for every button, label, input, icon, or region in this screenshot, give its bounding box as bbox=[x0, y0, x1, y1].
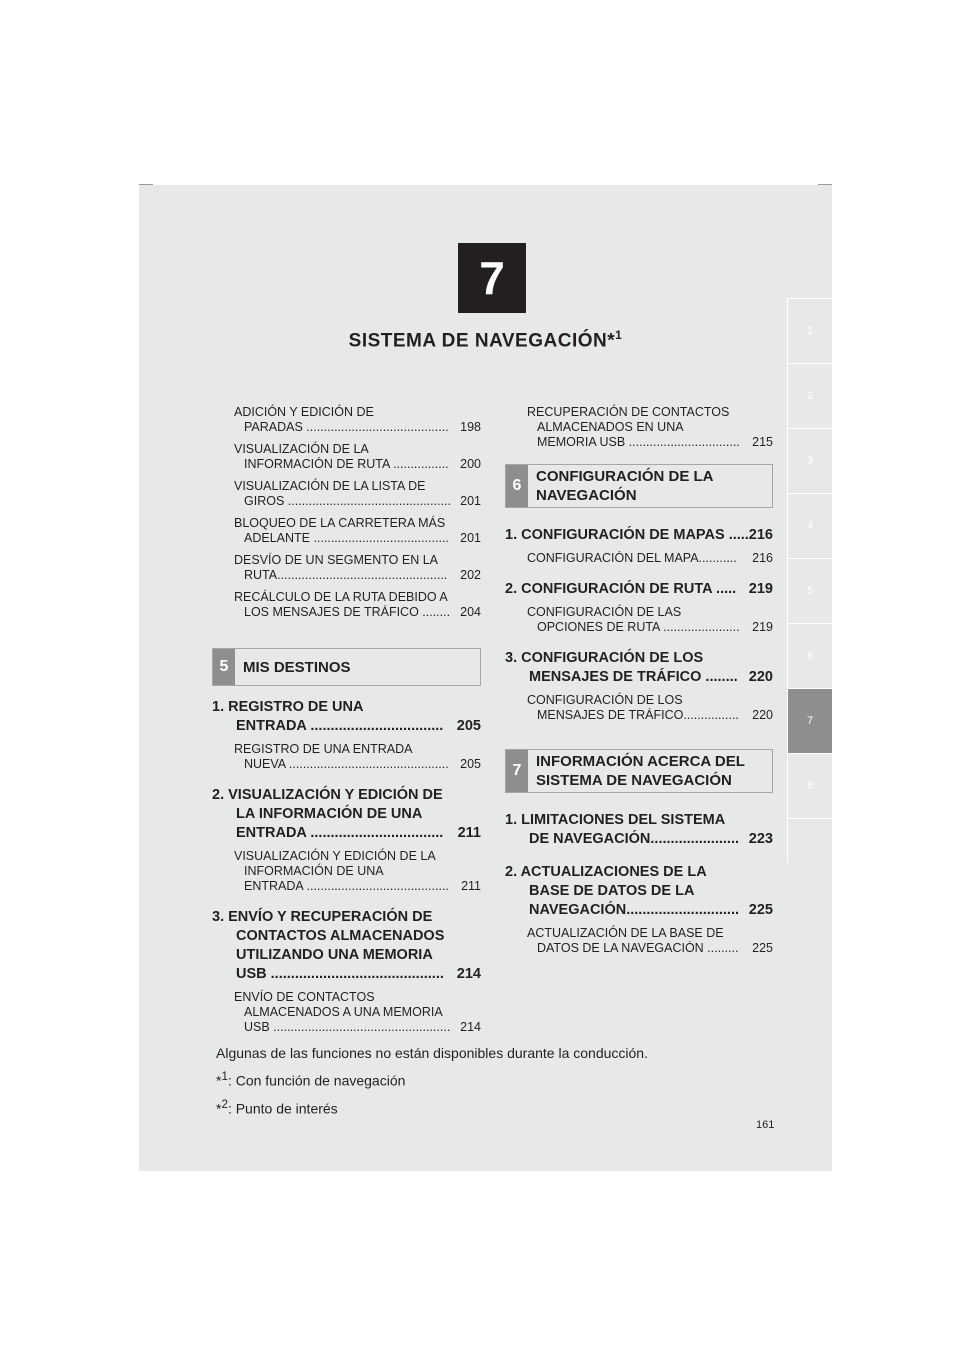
right-column bbox=[505, 405, 773, 963]
tab-5[interactable]: 5 bbox=[787, 558, 832, 623]
tab-blank bbox=[787, 818, 832, 863]
toc-subentry[interactable]: BLOQUEO DE LA CARRETERA MÁS ADELANTE ....................................... 201 bbox=[234, 516, 481, 545]
footnote-2: *$^2$: Punto de interés bbox=[216, 1097, 338, 1117]
driving-note: Algunas de las funciones no están disponibles durante la conducción. bbox=[216, 1045, 648, 1061]
tab-8[interactable]: 8 bbox=[787, 753, 832, 818]
chapter-title: SISTEMA DE NAVEGACIÓN*$^1$ bbox=[348, 328, 623, 352]
toc-entry[interactable]: 1. REGISTRO DE UNA ENTRADA ................................. 205 bbox=[212, 699, 481, 734]
toc-subentry[interactable]: VISUALIZACIÓN Y EDICIÓN DE LA INFORMACIÓN DE UNA ENTRADA ......................................... 211 bbox=[234, 849, 481, 893]
toc-entry[interactable]: 3. CONFIGURACIÓN DE LOS MENSAJES DE TRÁFICO ........ 220 bbox=[505, 650, 773, 685]
toc-subentry[interactable]: RECUPERACIÓN DE CONTACTOS ALMACENADOS EN UNA MEMORIA USB ................................ 215 bbox=[527, 405, 773, 449]
section-header-6: 6 CONFIGURACIÓN DE LA NAVEGACIÓN bbox=[505, 464, 773, 508]
page-number: 161 bbox=[756, 1119, 775, 1131]
toc-subentry[interactable]: RECÁLCULO DE LA RUTA DEBIDO A LOS MENSAJES DE TRÁFICO ........ 204 bbox=[234, 590, 481, 619]
tab-6[interactable]: 6 bbox=[787, 623, 832, 688]
toc-subentry[interactable]: CONFIGURACIÓN DE LAS OPCIONES DE RUTA ...................... 219 bbox=[527, 605, 773, 634]
footnote-1: *$^1$: Con función de navegación bbox=[216, 1070, 406, 1089]
toc-entry[interactable]: 2. VISUALIZACIÓN Y EDICIÓN DE LA INFORMACIÓN DE UNA ENTRADA ................................. 211 bbox=[212, 787, 481, 841]
toc-subentry[interactable]: CONFIGURACIÓN DE LOS MENSAJES DE TRÁFICO................ 220 bbox=[527, 693, 773, 722]
section-header-5: 5 MIS DESTINOS bbox=[212, 648, 481, 686]
toc-subentry[interactable]: ENVÍO DE CONTACTOS ALMACENADOS A UNA MEMORIA USB ................................................... 214 bbox=[234, 990, 481, 1034]
chapter-tabs bbox=[787, 298, 832, 863]
toc-entry[interactable]: 1. CONFIGURACIÓN DE MAPAS ..... 216 bbox=[505, 527, 773, 543]
tab-1[interactable]: 1 bbox=[787, 298, 832, 363]
toc-entry[interactable]: 3. ENVÍO Y RECUPERACIÓN DE CONTACTOS ALMACENADOS UTILIZANDO UNA MEMORIA USB ........................................... 214 bbox=[212, 909, 481, 982]
tab-4[interactable]: 4 bbox=[787, 493, 832, 558]
toc-subentry[interactable]: VISUALIZACIÓN DE LA INFORMACIÓN DE RUTA ................ 200 bbox=[234, 442, 481, 471]
toc-subentry[interactable]: DESVÍO DE UN SEGMENTO EN LA RUTA................................................. 202 bbox=[234, 553, 481, 582]
footnotes bbox=[216, 1044, 648, 1123]
tab-7[interactable]: 7 bbox=[787, 688, 832, 753]
toc-subentry[interactable]: VISUALIZACIÓN DE LA LISTA DE GIROS ............................................... 201 bbox=[234, 479, 481, 508]
left-column bbox=[212, 405, 481, 1042]
toc-subentry[interactable]: ADICIÓN Y EDICIÓN DE PARADAS ......................................... 198 bbox=[234, 405, 481, 434]
toc-entry[interactable]: 1. LIMITACIONES DEL SISTEMA DE NAVEGACIÓN...................... 223 bbox=[505, 812, 773, 847]
toc-subentry[interactable]: REGISTRO DE UNA ENTRADA NUEVA .............................................. 205 bbox=[234, 742, 481, 771]
tab-3[interactable]: 3 bbox=[787, 428, 832, 493]
intro-subsections bbox=[234, 405, 481, 620]
section-header-7: 7 INFORMACIÓN ACERCA DEL SISTEMA DE NAVEGACIÓN bbox=[505, 749, 773, 793]
toc-entry[interactable]: 2. ACTUALIZACIONES DE LA BASE DE DATOS DE LA NAVEGACIÓN............................ 225 bbox=[505, 864, 773, 918]
toc-subentry[interactable]: ACTUALIZACIÓN DE LA BASE DE DATOS DE LA NAVEGACIÓN ......... 225 bbox=[527, 926, 773, 955]
tab-2[interactable]: 2 bbox=[787, 363, 832, 428]
chapter-number: 7 bbox=[458, 243, 526, 313]
toc-subentry[interactable]: CONFIGURACIÓN DEL MAPA........... 216 bbox=[527, 551, 773, 565]
toc-entry[interactable]: 2. CONFIGURACIÓN DE RUTA ..... 219 bbox=[505, 581, 773, 597]
